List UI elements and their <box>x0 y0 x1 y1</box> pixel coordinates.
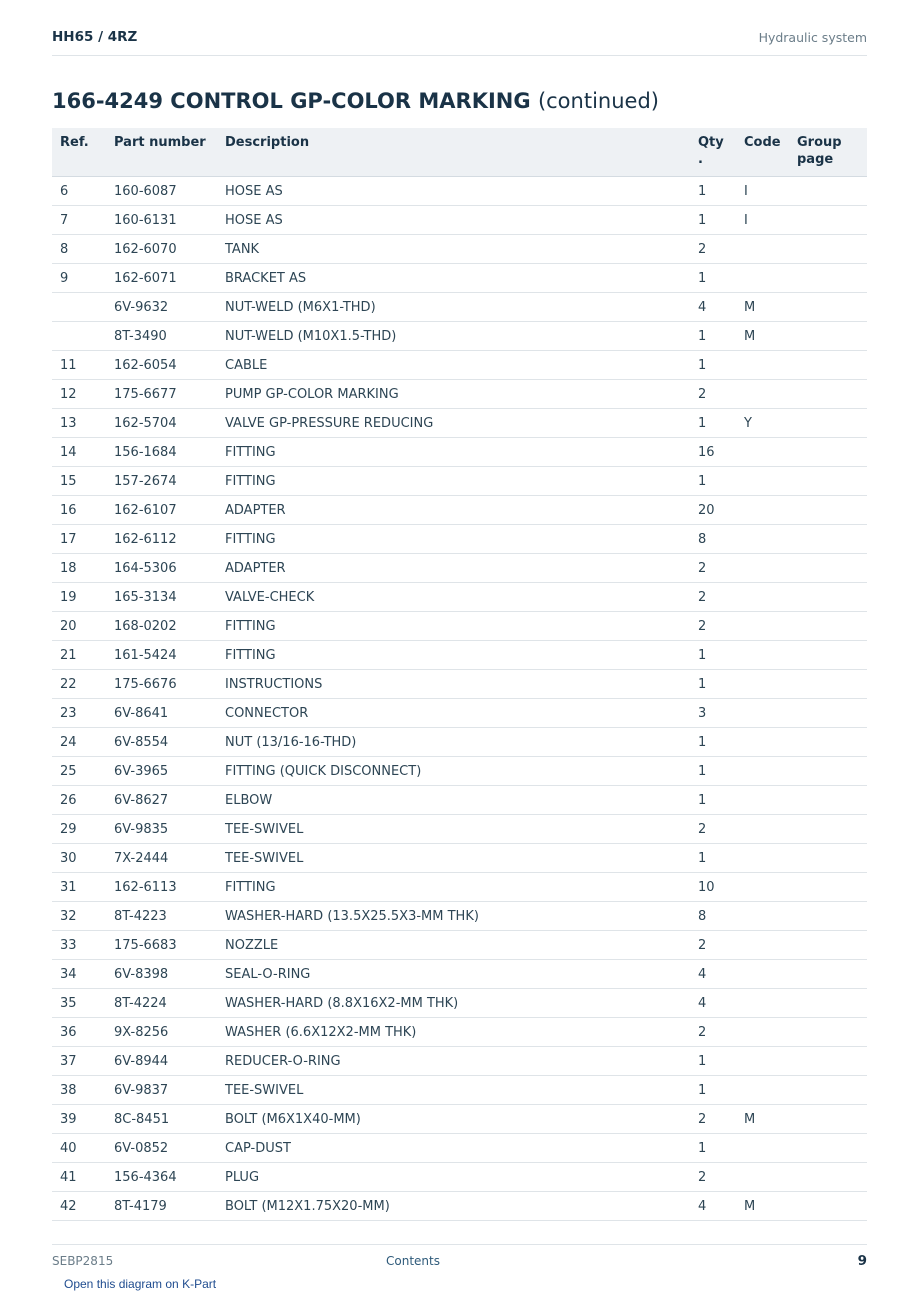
cell-group-page <box>789 960 867 989</box>
cell-qty: 4 <box>690 989 736 1018</box>
page-footer <box>52 1244 867 1269</box>
cell-description: WASHER-HARD (8.8X16X2-MM THK) <box>217 989 690 1018</box>
cell-part-number: 165-3134 <box>106 583 217 612</box>
table-row <box>52 844 867 873</box>
cell-qty: 1 <box>690 351 736 380</box>
table-row <box>52 612 867 641</box>
cell-part-number: 6V-8627 <box>106 786 217 815</box>
cell-ref: 33 <box>52 931 106 960</box>
cell-group-page <box>789 322 867 351</box>
cell-ref: 7 <box>52 206 106 235</box>
cell-ref: 21 <box>52 641 106 670</box>
title-main: 166-4249 CONTROL GP-COLOR MARKING <box>52 89 531 113</box>
cell-code <box>736 438 789 467</box>
cell-part-number: 157-2674 <box>106 467 217 496</box>
table-row <box>52 235 867 264</box>
cell-part-number: 6V-8398 <box>106 960 217 989</box>
model-label: HH65 / 4RZ <box>52 29 138 45</box>
cell-ref: 13 <box>52 409 106 438</box>
cell-group-page <box>789 583 867 612</box>
cell-group-page <box>789 264 867 293</box>
cell-description: HOSE AS <box>217 206 690 235</box>
table-row <box>52 699 867 728</box>
cell-qty: 1 <box>690 757 736 786</box>
cell-ref: 6 <box>52 177 106 206</box>
page-header <box>52 29 867 56</box>
cell-ref: 23 <box>52 699 106 728</box>
cell-group-page <box>789 351 867 380</box>
cell-description: NUT-WELD (M10X1.5-THD) <box>217 322 690 351</box>
cell-description: BOLT (M12X1.75X20-MM) <box>217 1192 690 1221</box>
cell-part-number: 161-5424 <box>106 641 217 670</box>
cell-qty: 16 <box>690 438 736 467</box>
cell-part-number: 6V-0852 <box>106 1134 217 1163</box>
cell-part-number: 156-4364 <box>106 1163 217 1192</box>
cell-part-number: 6V-9632 <box>106 293 217 322</box>
table-row <box>52 496 867 525</box>
cell-code <box>736 960 789 989</box>
cell-group-page <box>789 728 867 757</box>
cell-qty: 1 <box>690 1134 736 1163</box>
cell-description: INSTRUCTIONS <box>217 670 690 699</box>
cell-description: PLUG <box>217 1163 690 1192</box>
cell-qty: 1 <box>690 264 736 293</box>
cell-code <box>736 612 789 641</box>
cell-part-number: 168-0202 <box>106 612 217 641</box>
cell-group-page <box>789 409 867 438</box>
cell-group-page <box>789 902 867 931</box>
cell-ref: 32 <box>52 902 106 931</box>
cell-part-number: 162-5704 <box>106 409 217 438</box>
cell-group-page <box>789 467 867 496</box>
cell-qty: 2 <box>690 380 736 409</box>
cell-ref <box>52 293 106 322</box>
cell-qty: 2 <box>690 612 736 641</box>
cell-part-number: 162-6113 <box>106 873 217 902</box>
cell-group-page <box>789 1047 867 1076</box>
cell-group-page <box>789 1076 867 1105</box>
cell-ref <box>52 322 106 351</box>
cell-code: Y <box>736 409 789 438</box>
cell-group-page <box>789 641 867 670</box>
cell-code <box>736 728 789 757</box>
cell-group-page <box>789 1018 867 1047</box>
table-row <box>52 728 867 757</box>
document-id: SEBP2815 <box>52 1254 114 1268</box>
cell-qty: 1 <box>690 670 736 699</box>
cell-description: VALVE-CHECK <box>217 583 690 612</box>
table-row <box>52 177 867 206</box>
cell-code <box>736 554 789 583</box>
cell-qty: 1 <box>690 409 736 438</box>
cell-group-page <box>789 235 867 264</box>
cell-ref: 11 <box>52 351 106 380</box>
cell-ref: 9 <box>52 264 106 293</box>
table-row <box>52 467 867 496</box>
parts-table-header <box>52 128 867 177</box>
cell-description: NUT (13/16-16-THD) <box>217 728 690 757</box>
cell-group-page <box>789 757 867 786</box>
cell-ref: 29 <box>52 815 106 844</box>
cell-group-page <box>789 815 867 844</box>
cell-code: M <box>736 1192 789 1221</box>
cell-group-page <box>789 1163 867 1192</box>
cell-ref: 39 <box>52 1105 106 1134</box>
cell-part-number: 160-6131 <box>106 206 217 235</box>
table-row <box>52 583 867 612</box>
cell-description: VALVE GP-PRESSURE REDUCING <box>217 409 690 438</box>
cell-description: REDUCER-O-RING <box>217 1047 690 1076</box>
cell-qty: 1 <box>690 206 736 235</box>
cell-part-number: 162-6071 <box>106 264 217 293</box>
table-row <box>52 264 867 293</box>
table-row <box>52 641 867 670</box>
cell-group-page <box>789 177 867 206</box>
contents-link[interactable]: Contents <box>386 1254 440 1268</box>
column-header-code: Code <box>736 128 789 177</box>
cell-description: CONNECTOR <box>217 699 690 728</box>
column-header-qty: Qty . <box>690 128 736 177</box>
cell-code <box>736 467 789 496</box>
section-label: Hydraulic system <box>758 30 867 45</box>
cell-part-number: 6V-8641 <box>106 699 217 728</box>
table-row <box>52 670 867 699</box>
cell-group-page <box>789 873 867 902</box>
cell-code: I <box>736 206 789 235</box>
cell-code <box>736 902 789 931</box>
cell-code <box>736 699 789 728</box>
cell-group-page <box>789 931 867 960</box>
cell-ref: 18 <box>52 554 106 583</box>
cell-qty: 2 <box>690 554 736 583</box>
cell-part-number: 175-6677 <box>106 380 217 409</box>
cell-code <box>736 844 789 873</box>
page-title <box>52 89 659 113</box>
cell-description: HOSE AS <box>217 177 690 206</box>
cell-description: BRACKET AS <box>217 264 690 293</box>
cell-qty: 1 <box>690 786 736 815</box>
cell-ref: 38 <box>52 1076 106 1105</box>
cell-group-page <box>789 989 867 1018</box>
cell-part-number: 162-6107 <box>106 496 217 525</box>
cell-code <box>736 641 789 670</box>
cell-ref: 15 <box>52 467 106 496</box>
cell-description: ADAPTER <box>217 496 690 525</box>
cell-code <box>736 815 789 844</box>
open-kpart-link[interactable]: Open this diagram on K-Part <box>64 1277 217 1291</box>
cell-description: FITTING <box>217 873 690 902</box>
cell-group-page <box>789 670 867 699</box>
cell-description: TANK <box>217 235 690 264</box>
cell-qty: 10 <box>690 873 736 902</box>
cell-description: PUMP GP-COLOR MARKING <box>217 380 690 409</box>
cell-ref: 35 <box>52 989 106 1018</box>
cell-code <box>736 235 789 264</box>
cell-group-page <box>789 612 867 641</box>
cell-part-number: 6V-9837 <box>106 1076 217 1105</box>
table-row <box>52 815 867 844</box>
cell-description: FITTING <box>217 467 690 496</box>
cell-code <box>736 380 789 409</box>
cell-code <box>736 351 789 380</box>
table-row <box>52 989 867 1018</box>
cell-part-number: 162-6070 <box>106 235 217 264</box>
cell-description: ADAPTER <box>217 554 690 583</box>
cell-code <box>736 1018 789 1047</box>
cell-part-number: 7X-2444 <box>106 844 217 873</box>
cell-ref: 16 <box>52 496 106 525</box>
table-row <box>52 757 867 786</box>
cell-qty: 4 <box>690 960 736 989</box>
cell-description: WASHER (6.6X12X2-MM THK) <box>217 1018 690 1047</box>
cell-description: CAP-DUST <box>217 1134 690 1163</box>
column-header-group-page: Group page <box>789 128 867 177</box>
cell-ref: 30 <box>52 844 106 873</box>
cell-description: NUT-WELD (M6X1-THD) <box>217 293 690 322</box>
cell-group-page <box>789 525 867 554</box>
cell-ref: 20 <box>52 612 106 641</box>
cell-part-number: 160-6087 <box>106 177 217 206</box>
cell-qty: 2 <box>690 931 736 960</box>
table-row <box>52 1047 867 1076</box>
cell-group-page <box>789 293 867 322</box>
cell-part-number: 9X-8256 <box>106 1018 217 1047</box>
cell-description: TEE-SWIVEL <box>217 1076 690 1105</box>
cell-ref: 22 <box>52 670 106 699</box>
cell-group-page <box>789 786 867 815</box>
cell-description: TEE-SWIVEL <box>217 844 690 873</box>
cell-qty: 1 <box>690 177 736 206</box>
cell-group-page <box>789 496 867 525</box>
cell-qty: 4 <box>690 1192 736 1221</box>
cell-part-number: 8T-4224 <box>106 989 217 1018</box>
cell-qty: 1 <box>690 1047 736 1076</box>
cell-qty: 2 <box>690 815 736 844</box>
table-row <box>52 206 867 235</box>
cell-code <box>736 496 789 525</box>
page-number: 9 <box>857 1253 867 1269</box>
cell-description: ELBOW <box>217 786 690 815</box>
cell-description: FITTING <box>217 525 690 554</box>
cell-description: NOZZLE <box>217 931 690 960</box>
cell-group-page <box>789 554 867 583</box>
cell-code: M <box>736 322 789 351</box>
cell-qty: 8 <box>690 525 736 554</box>
cell-qty: 2 <box>690 1018 736 1047</box>
cell-code <box>736 583 789 612</box>
cell-qty: 2 <box>690 1105 736 1134</box>
cell-part-number: 6V-9835 <box>106 815 217 844</box>
cell-code <box>736 1076 789 1105</box>
cell-code <box>736 786 789 815</box>
table-row <box>52 380 867 409</box>
cell-part-number: 8T-3490 <box>106 322 217 351</box>
cell-code: M <box>736 1105 789 1134</box>
table-row <box>52 351 867 380</box>
cell-description: WASHER-HARD (13.5X25.5X3-MM THK) <box>217 902 690 931</box>
cell-code <box>736 1163 789 1192</box>
cell-description: FITTING <box>217 641 690 670</box>
cell-ref: 36 <box>52 1018 106 1047</box>
cell-part-number: 164-5306 <box>106 554 217 583</box>
cell-qty: 1 <box>690 467 736 496</box>
table-row <box>52 1105 867 1134</box>
table-row <box>52 438 867 467</box>
cell-ref: 42 <box>52 1192 106 1221</box>
cell-description: FITTING <box>217 438 690 467</box>
cell-group-page <box>789 438 867 467</box>
cell-group-page <box>789 1192 867 1221</box>
table-row <box>52 293 867 322</box>
cell-description: CABLE <box>217 351 690 380</box>
cell-part-number: 8T-4179 <box>106 1192 217 1221</box>
cell-part-number: 162-6054 <box>106 351 217 380</box>
column-header-ref: Ref. <box>52 128 106 177</box>
cell-ref: 25 <box>52 757 106 786</box>
table-row <box>52 1018 867 1047</box>
title-suffix: (continued) <box>537 89 659 113</box>
cell-ref: 31 <box>52 873 106 902</box>
cell-qty: 20 <box>690 496 736 525</box>
cell-qty: 2 <box>690 235 736 264</box>
cell-ref: 8 <box>52 235 106 264</box>
table-row <box>52 525 867 554</box>
cell-qty: 1 <box>690 641 736 670</box>
cell-part-number: 8C-8451 <box>106 1105 217 1134</box>
cell-description: SEAL-O-RING <box>217 960 690 989</box>
cell-group-page <box>789 206 867 235</box>
cell-ref: 12 <box>52 380 106 409</box>
cell-part-number: 8T-4223 <box>106 902 217 931</box>
cell-code <box>736 931 789 960</box>
table-row <box>52 322 867 351</box>
column-header-description: Description <box>217 128 690 177</box>
parts-table <box>52 128 867 1221</box>
cell-code <box>736 525 789 554</box>
cell-qty: 4 <box>690 293 736 322</box>
cell-code <box>736 1134 789 1163</box>
cell-qty: 2 <box>690 1163 736 1192</box>
parts-table-body <box>52 177 867 1221</box>
table-row <box>52 902 867 931</box>
cell-ref: 19 <box>52 583 106 612</box>
table-row <box>52 409 867 438</box>
cell-code: I <box>736 177 789 206</box>
cell-qty: 1 <box>690 322 736 351</box>
cell-group-page <box>789 380 867 409</box>
header-row <box>52 128 867 177</box>
cell-description: FITTING <box>217 612 690 641</box>
cell-ref: 37 <box>52 1047 106 1076</box>
cell-qty: 1 <box>690 1076 736 1105</box>
cell-code <box>736 670 789 699</box>
cell-part-number: 156-1684 <box>106 438 217 467</box>
cell-group-page <box>789 1105 867 1134</box>
cell-description: BOLT (M6X1X40-MM) <box>217 1105 690 1134</box>
table-row <box>52 931 867 960</box>
cell-ref: 26 <box>52 786 106 815</box>
cell-qty: 1 <box>690 844 736 873</box>
cell-code: M <box>736 293 789 322</box>
cell-part-number: 6V-3965 <box>106 757 217 786</box>
table-row <box>52 554 867 583</box>
table-row <box>52 1163 867 1192</box>
cell-ref: 24 <box>52 728 106 757</box>
cell-part-number: 6V-8554 <box>106 728 217 757</box>
cell-description: FITTING (QUICK DISCONNECT) <box>217 757 690 786</box>
cell-code <box>736 873 789 902</box>
cell-part-number: 6V-8944 <box>106 1047 217 1076</box>
cell-group-page <box>789 699 867 728</box>
cell-group-page <box>789 1134 867 1163</box>
column-header-part-number: Part number <box>106 128 217 177</box>
cell-ref: 40 <box>52 1134 106 1163</box>
cell-ref: 41 <box>52 1163 106 1192</box>
cell-qty: 1 <box>690 728 736 757</box>
cell-description: TEE-SWIVEL <box>217 815 690 844</box>
cell-code <box>736 264 789 293</box>
cell-ref: 34 <box>52 960 106 989</box>
cell-qty: 8 <box>690 902 736 931</box>
cell-part-number: 175-6676 <box>106 670 217 699</box>
table-row <box>52 1134 867 1163</box>
cell-code <box>736 757 789 786</box>
table-row <box>52 1192 867 1221</box>
cell-ref: 17 <box>52 525 106 554</box>
cell-qty: 2 <box>690 583 736 612</box>
cell-part-number: 162-6112 <box>106 525 217 554</box>
cell-qty: 3 <box>690 699 736 728</box>
cell-code <box>736 989 789 1018</box>
cell-ref: 14 <box>52 438 106 467</box>
table-row <box>52 786 867 815</box>
table-row <box>52 873 867 902</box>
cell-part-number: 175-6683 <box>106 931 217 960</box>
cell-group-page <box>789 844 867 873</box>
cell-code <box>736 1047 789 1076</box>
table-row <box>52 1076 867 1105</box>
table-row <box>52 960 867 989</box>
